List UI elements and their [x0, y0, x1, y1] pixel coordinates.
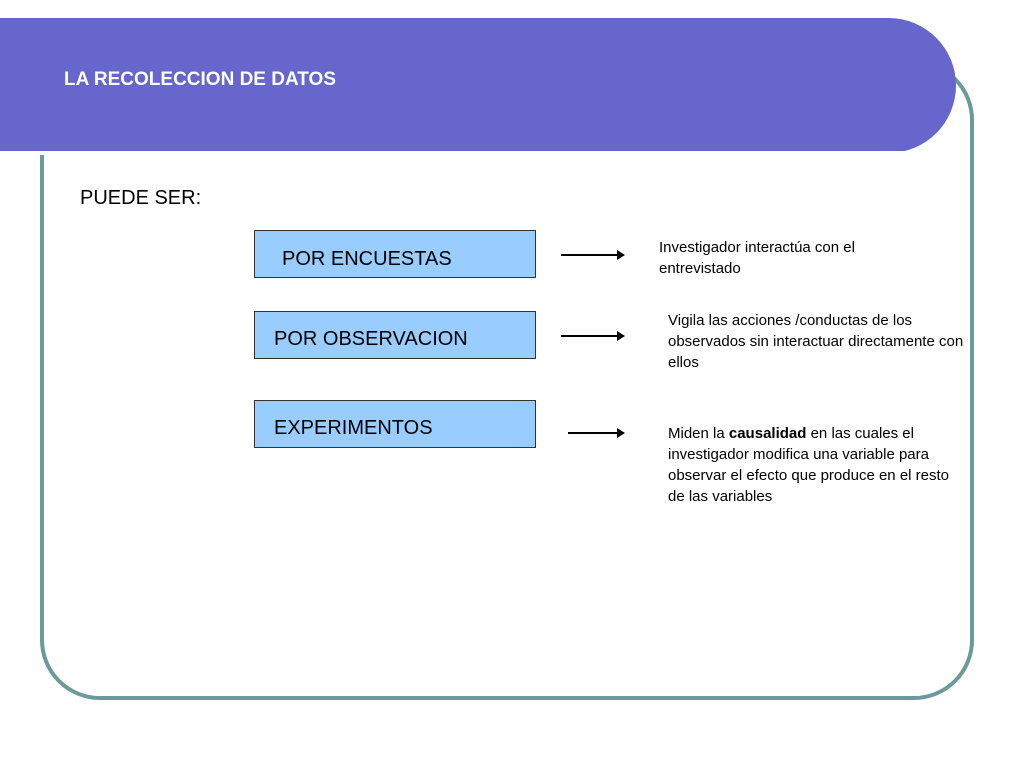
arrow-right-icon: [561, 254, 623, 256]
intro-text: PUEDE SER:: [80, 187, 202, 209]
arrow-right-icon: [568, 432, 623, 434]
method-label: POR OBSERVACION: [274, 328, 468, 350]
method-box-observacion: [254, 311, 536, 359]
header-divider: [0, 151, 905, 155]
arrow-right-icon: [561, 335, 623, 337]
description-emphasis: causalidad: [728, 425, 807, 442]
method-description: [668, 423, 953, 507]
method-box-encuestas: [254, 230, 536, 278]
description-text: en las cuales el investigador modifica una variable para observar el efecto que produce en el resto de las variables: [668, 425, 950, 505]
method-label: EXPERIMENTOS: [274, 417, 433, 439]
slide-frame: [40, 60, 974, 700]
method-description: Vigila las acciones /conductas de los observados sin interactuar directamente con ellos: [668, 312, 964, 371]
description-text: Miden la: [668, 425, 729, 442]
slide-title: LA RECOLECCION DE DATOS: [64, 69, 336, 90]
method-description: Investigador interactúa con el entrevistado: [659, 239, 855, 277]
method-label: POR ENCUESTAS: [282, 248, 452, 270]
method-box-experimentos: [254, 400, 536, 448]
